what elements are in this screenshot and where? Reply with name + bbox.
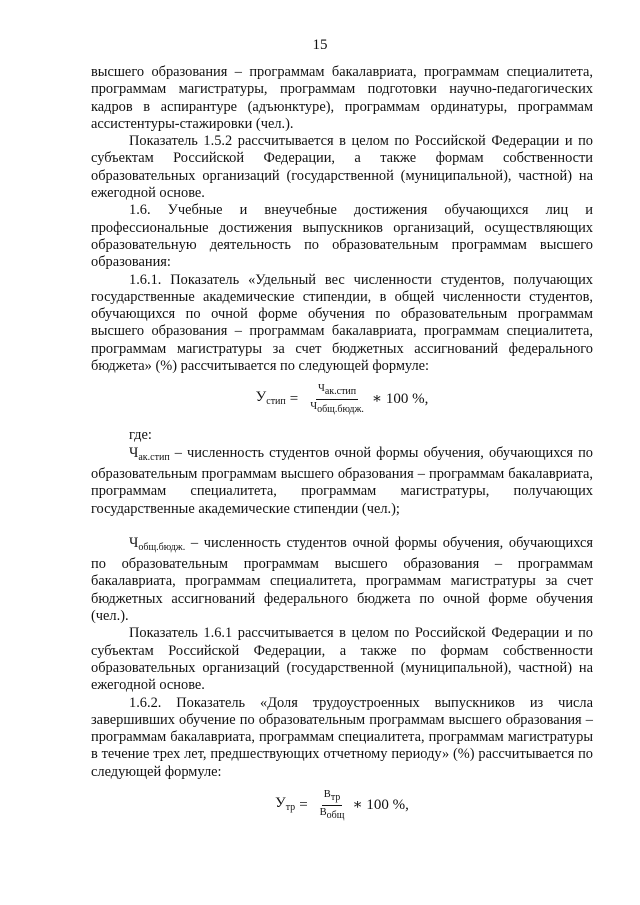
variable-definition: $Ч_{общ.бюдж.}$ – численность студентов очной формы обучения, обучающихся по образовательным программам высшего образования – программам бакалавриата, программам специалитета, программам магистратуры за счет бюджетных ассигнований федерального бюджета по очной форме обучения (чел.).: [91, 534, 593, 625]
variable-definition: $Ч_{ак.стип}$ – численность студентов очной формы обучения, обучающихся по образовательным программам высшего образования – программам бакалавриата, программам специалитета, программам магистратуры, получающих государственные академические стипендии (чел.);: [91, 444, 593, 517]
formula-fraction: $\frac{\text{Чак.стип}}{\text{Чобщ.бюдж.}}$: [310, 383, 364, 416]
paragraph: Показатель 1.5.2 рассчитывается в целом по Российской Федерации и по субъектам Российской Федерации, а также формам собственности образовательных организаций (государственной (муниципальной), частной) на ежегодной основе.: [91, 133, 593, 202]
formula-equals: =: [289, 391, 299, 408]
formula-lhs: $У_{стип}$: [255, 389, 286, 408]
paragraph: 1.6.1. Показатель «Удельный вес численности студентов, получающих государственные академические стипендии, в общей численности студентов, обучающихся по очной форме обучения по образовательным программам высшего образования – программам бакалавриата, программам специалитета, программам магистратуры за счет бюджетных ассигнований федерального бюджета» (%) рассчитывается по следующей формуле:: [91, 271, 593, 375]
formula-equals: =: [299, 796, 308, 813]
paragraph: Показатель 1.6.1 рассчитывается в целом по Российской Федерации и по субъектам Российской Федерации, а также по формам собственности образовательных организаций (государственной (муниципальной), частной) на ежегодной основе.: [91, 625, 593, 694]
formula-stipend: [91, 383, 593, 419]
formula-fraction: $\frac{\text{Втр}}{\text{Вобщ}}$: [319, 788, 345, 821]
formula-lhs: $У_{тр}$: [275, 794, 296, 813]
document-body: [91, 64, 593, 833]
paragraph: 1.6. Учебные и внеучебные достижения обучающихся лиц и профессиональные достижения выпускников организаций, осуществляющих образовательную деятельность по образовательным программам высшего образования:: [91, 202, 593, 271]
formula-tail: ∗ 100 %,: [352, 796, 409, 813]
paragraph: 1.6.2. Показатель «Доля трудоустроенных выпускников из числа завершивших обучение по образовательным программам высшего образования – программам бакалавриата, программам специалитета, программам магистратуры в течение трех лет, предшествующих отчетному периоду» (%) рассчитывается по следующей формуле:: [91, 694, 593, 780]
page-number: 15: [312, 37, 328, 53]
paragraph: высшего образования – программам бакалавриата, программам специалитета, программам магистратуры, программам подготовки научно-педагогических кадров в аспирантуре (адъюнктуре), программам ординатуры, программам ассистентуры-стажировки (чел.).: [91, 64, 593, 132]
paragraph: где:: [129, 427, 152, 444]
formula-tail: ∗ 100 %,: [371, 391, 429, 408]
formula-employment: [91, 789, 593, 825]
